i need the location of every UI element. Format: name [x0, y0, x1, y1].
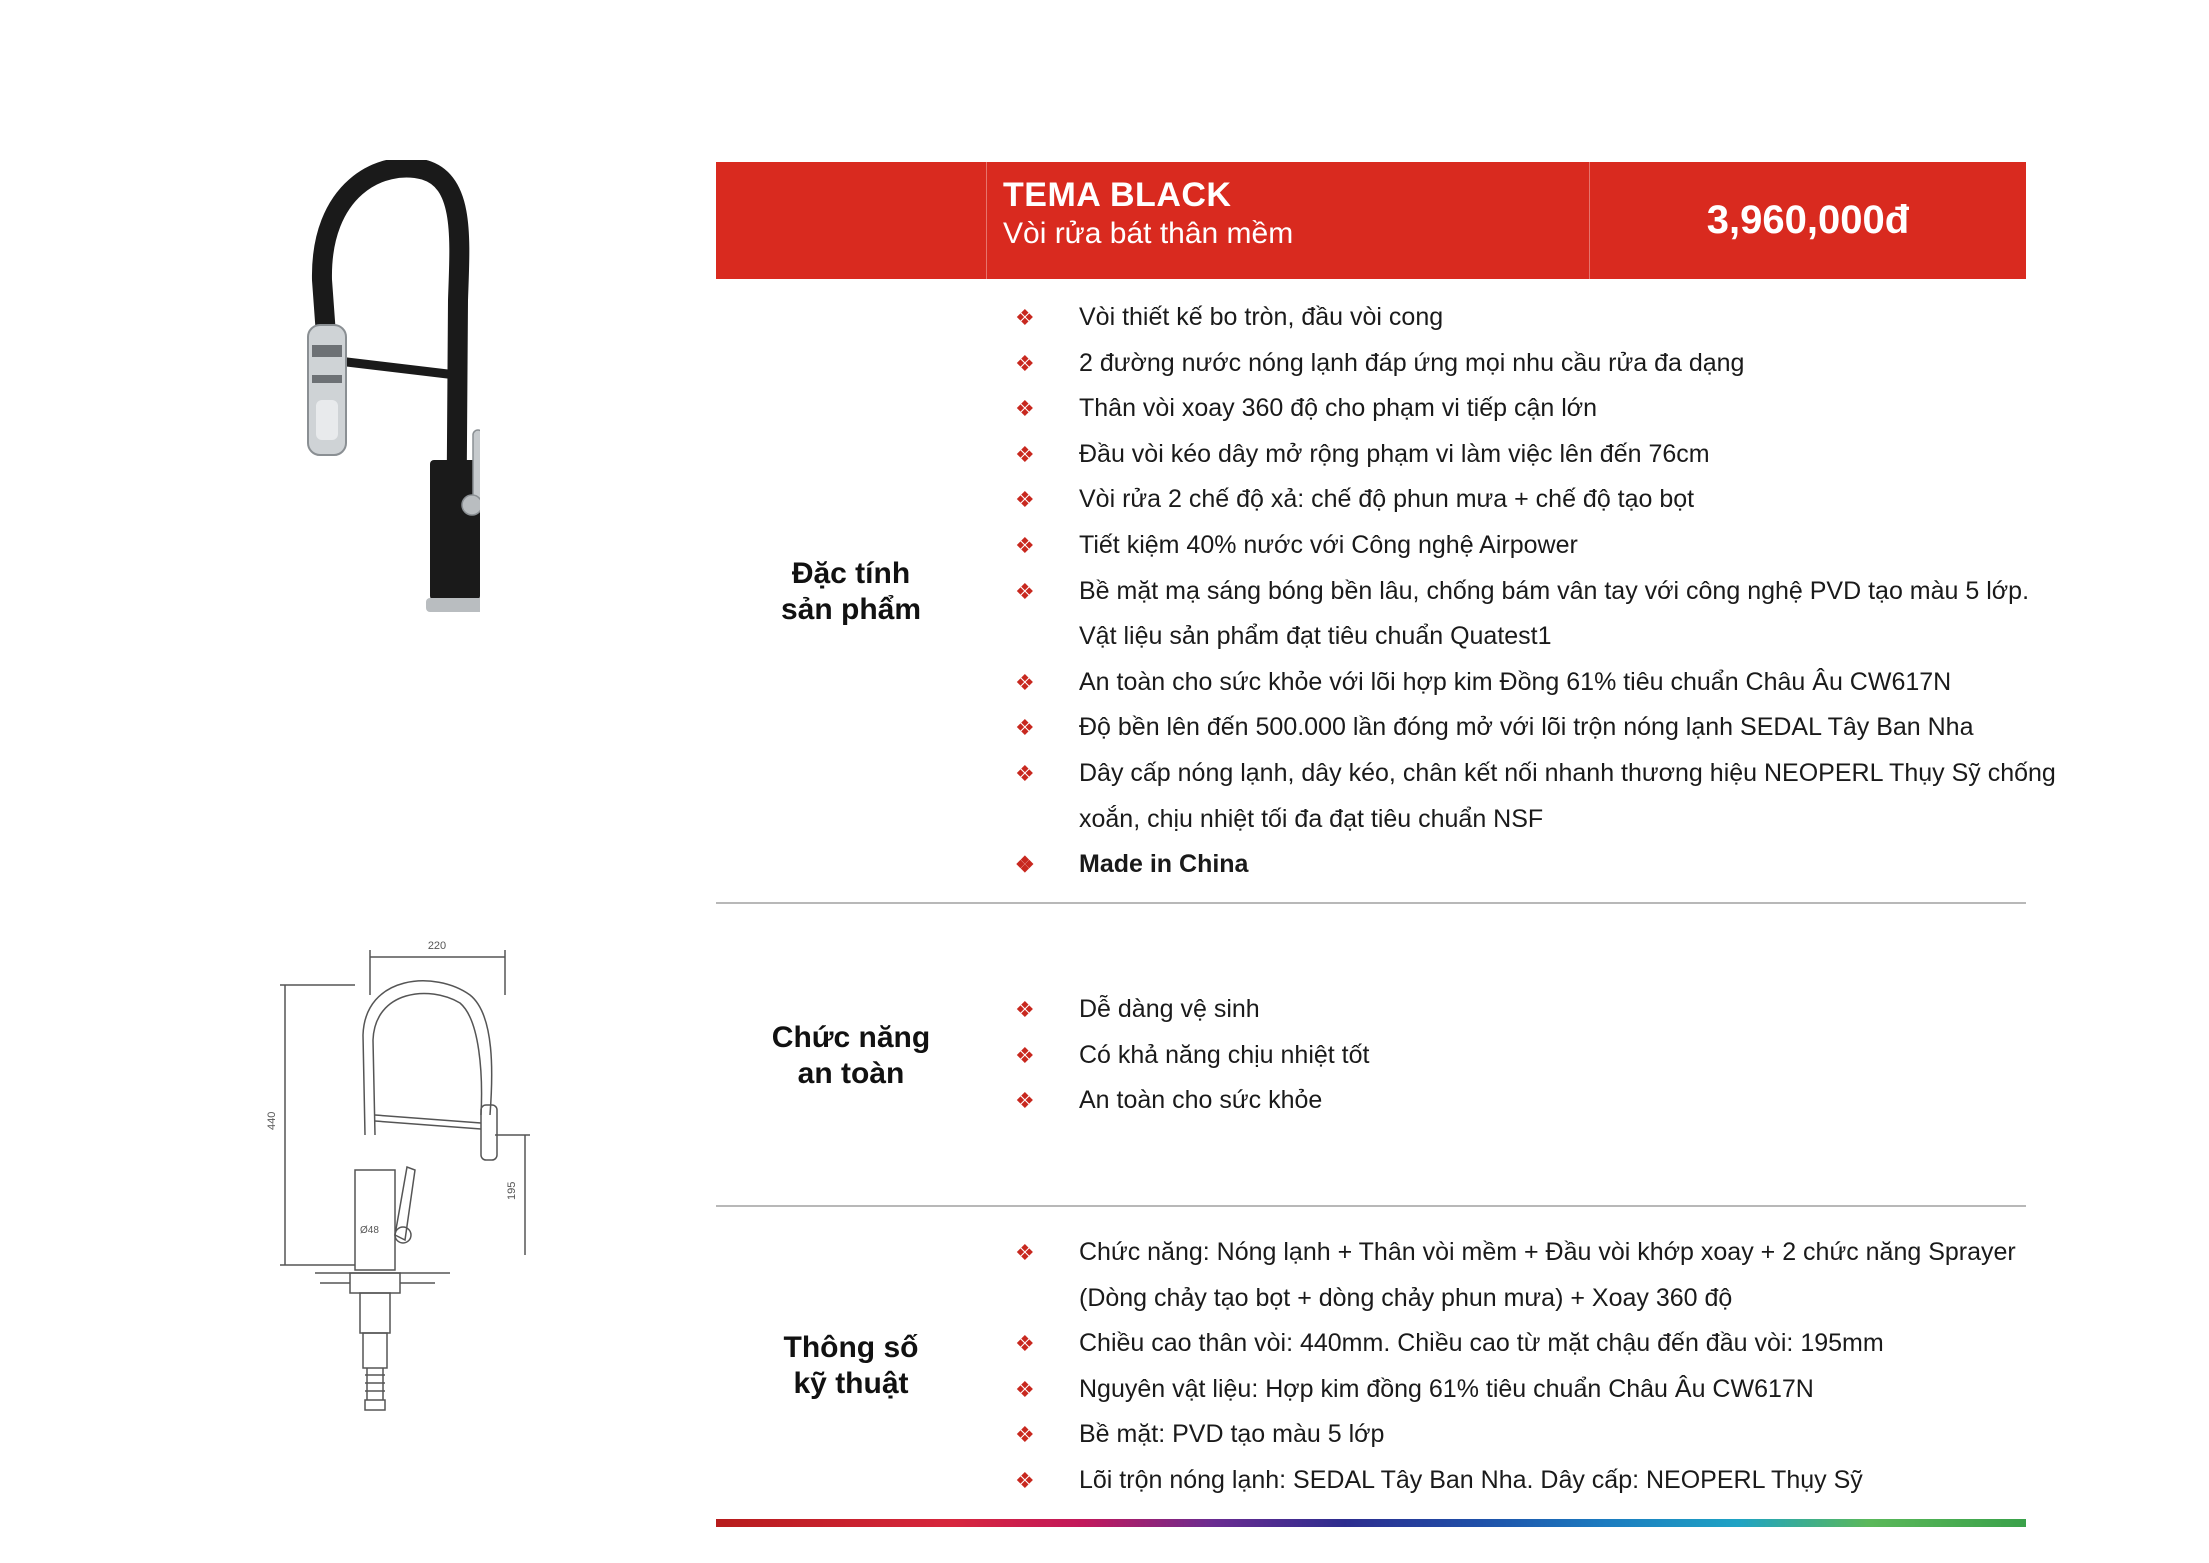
- list-item-text: Dây cấp nóng lạnh, dây kéo, chân kết nối nhanh thương hiệu NEOPERL Thụy Sỹ chống xoắn, chịu nhiệt tối đa đạt tiêu chuẩn NSF: [1079, 758, 2056, 833]
- list-item-text: Độ bền lên đến 500.000 lần đóng mở với lõi trộn nóng lạnh SEDAL Tây Ban Nha: [1079, 713, 1974, 742]
- list-item: [1015, 523, 2069, 569]
- bullet-icon: ❖: [1015, 532, 1035, 558]
- section-label-safety: [716, 1020, 986, 1092]
- section-label-line: Đặc tính: [791, 557, 911, 590]
- drawing-spout-label: 195: [506, 1181, 518, 1200]
- bullet-icon: ❖: [1015, 852, 1035, 878]
- bullet-icon: ❖: [1015, 1240, 1035, 1265]
- bullet-icon: ❖: [1015, 1331, 1035, 1357]
- bullet-icon: ❖: [1015, 669, 1035, 695]
- features-list: [1015, 295, 2069, 888]
- section-label-specs: [716, 1330, 986, 1402]
- bullet-icon: ❖: [1015, 1088, 1035, 1114]
- product-header: [716, 162, 2026, 279]
- product-name: TEMA BLACK: [1003, 176, 1232, 214]
- list-item-text: Vòi thiết kế bo tròn, đầu vòi cong: [1079, 303, 1444, 331]
- list-item-text: 2 đường nước nóng lạnh đáp ứng mọi nhu cầu rửa đa dạng: [1079, 348, 1745, 377]
- section-label-features: [716, 556, 986, 628]
- list-item-text: Bề mặt: PVD tạo màu 5 lớp: [1079, 1420, 1385, 1449]
- list-item: [1015, 1078, 2069, 1124]
- section-label-line: kỹ thuật: [793, 1367, 909, 1400]
- bullet-icon: ❖: [1015, 760, 1035, 786]
- list-item-text: Tiết kiệm 40% nước với Công nghệ Airpower: [1079, 530, 1578, 559]
- bullet-icon: ❖: [1015, 1422, 1035, 1448]
- list-item-text: An toàn cho sức khỏe: [1079, 1086, 1323, 1115]
- drawing-width-label: 220: [427, 940, 447, 952]
- list-item-text: Bề mặt mạ sáng bóng bền lâu, chống bám vân tay với công nghệ PVD tạo màu 5 lớp. Vật liệu sản phẩm đạt tiêu chuẩn Quatest1: [1079, 576, 2030, 651]
- bullet-icon: ❖: [1015, 350, 1035, 376]
- header-divider: [986, 162, 987, 279]
- list-item: [1015, 751, 2069, 842]
- list-item: [1015, 1230, 2069, 1321]
- list-item: [1015, 341, 2069, 387]
- bullet-icon: ❖: [1015, 715, 1035, 741]
- bullet-icon: ❖: [1015, 1376, 1035, 1402]
- faucet-product-image: [260, 160, 480, 620]
- bullet-icon: ❖: [1015, 487, 1035, 513]
- safety-list: [1015, 987, 2069, 1124]
- bullet-icon: ❖: [1015, 1042, 1035, 1068]
- list-item-text: An toàn cho sức khỏe với lõi hợp kim Đồng 61% tiêu chuẩn Châu Âu CW617N: [1079, 667, 1952, 696]
- specs-list: [1015, 1230, 2069, 1504]
- list-item-text: Đầu vòi kéo dây mở rộng phạm vi làm việc lên đến 76cm: [1079, 439, 1710, 468]
- list-item: [1015, 1412, 2069, 1458]
- list-item-text: Dễ dàng vệ sinh: [1079, 995, 1260, 1023]
- list-item: [1015, 1458, 2069, 1504]
- bullet-icon: ❖: [1015, 578, 1035, 604]
- list-item: [1015, 477, 2069, 523]
- list-item: [1015, 1367, 2069, 1413]
- list-item: [1015, 1033, 2069, 1079]
- list-item: [1015, 295, 2069, 341]
- list-item: [1015, 842, 2069, 888]
- brand-color-bar: [716, 1519, 2026, 1527]
- list-item: [1015, 569, 2069, 660]
- list-item: [1015, 386, 2069, 432]
- product-price: 3,960,000đ: [1706, 198, 1910, 242]
- list-item-text: Lõi trộn nóng lạnh: SEDAL Tây Ban Nha. Dây cấp: NEOPERL Thụy Sỹ: [1079, 1465, 1863, 1494]
- list-item-text: Vòi rửa 2 chế độ xả: chế độ phun mưa + chế độ tạo bọt: [1079, 485, 1695, 514]
- faucet-technical-drawing: [225, 935, 545, 1415]
- bullet-icon: ❖: [1015, 997, 1035, 1022]
- list-item-text: Có khả năng chịu nhiệt tốt: [1079, 1040, 1370, 1069]
- list-item: [1015, 1321, 2069, 1367]
- list-item-text: Chức năng: Nóng lạnh + Thân vòi mềm + Đầu vòi khớp xoay + 2 chức năng Sprayer (Dòng chảy tạo bọt + dòng chảy phun mưa) + Xoay 360 độ: [1079, 1238, 2016, 1312]
- section-divider: [716, 1205, 2026, 1207]
- product-type: Vòi rửa bát thân mềm: [1003, 217, 1294, 250]
- section-divider: [716, 902, 2026, 904]
- bullet-icon: ❖: [1015, 1467, 1035, 1493]
- bullet-icon: ❖: [1015, 396, 1035, 422]
- bullet-icon: ❖: [1015, 305, 1035, 330]
- section-label-line: Thông số: [783, 1331, 919, 1364]
- list-item: [1015, 705, 2069, 751]
- list-item: [1015, 432, 2069, 478]
- section-label-line: sản phẩm: [780, 593, 922, 626]
- list-item-text: Made in China: [1079, 850, 1249, 879]
- section-label-line: an toàn: [797, 1057, 905, 1090]
- list-item-text: Chiều cao thân vòi: 440mm. Chiều cao từ mặt chậu đến đầu vòi: 195mm: [1079, 1329, 1884, 1358]
- list-item-text: Thân vòi xoay 360 độ cho phạm vi tiếp cận lớn: [1079, 394, 1598, 423]
- section-label-line: Chức năng: [771, 1021, 931, 1054]
- drawing-height-label: 440: [266, 1111, 278, 1130]
- list-item-text: Nguyên vật liệu: Hợp kim đồng 61% tiêu chuẩn Châu Âu CW617N: [1079, 1374, 1814, 1403]
- drawing-hole-label: Ø48: [360, 1225, 379, 1236]
- list-item: [1015, 987, 2069, 1033]
- list-item: [1015, 660, 2069, 706]
- bullet-icon: ❖: [1015, 441, 1035, 467]
